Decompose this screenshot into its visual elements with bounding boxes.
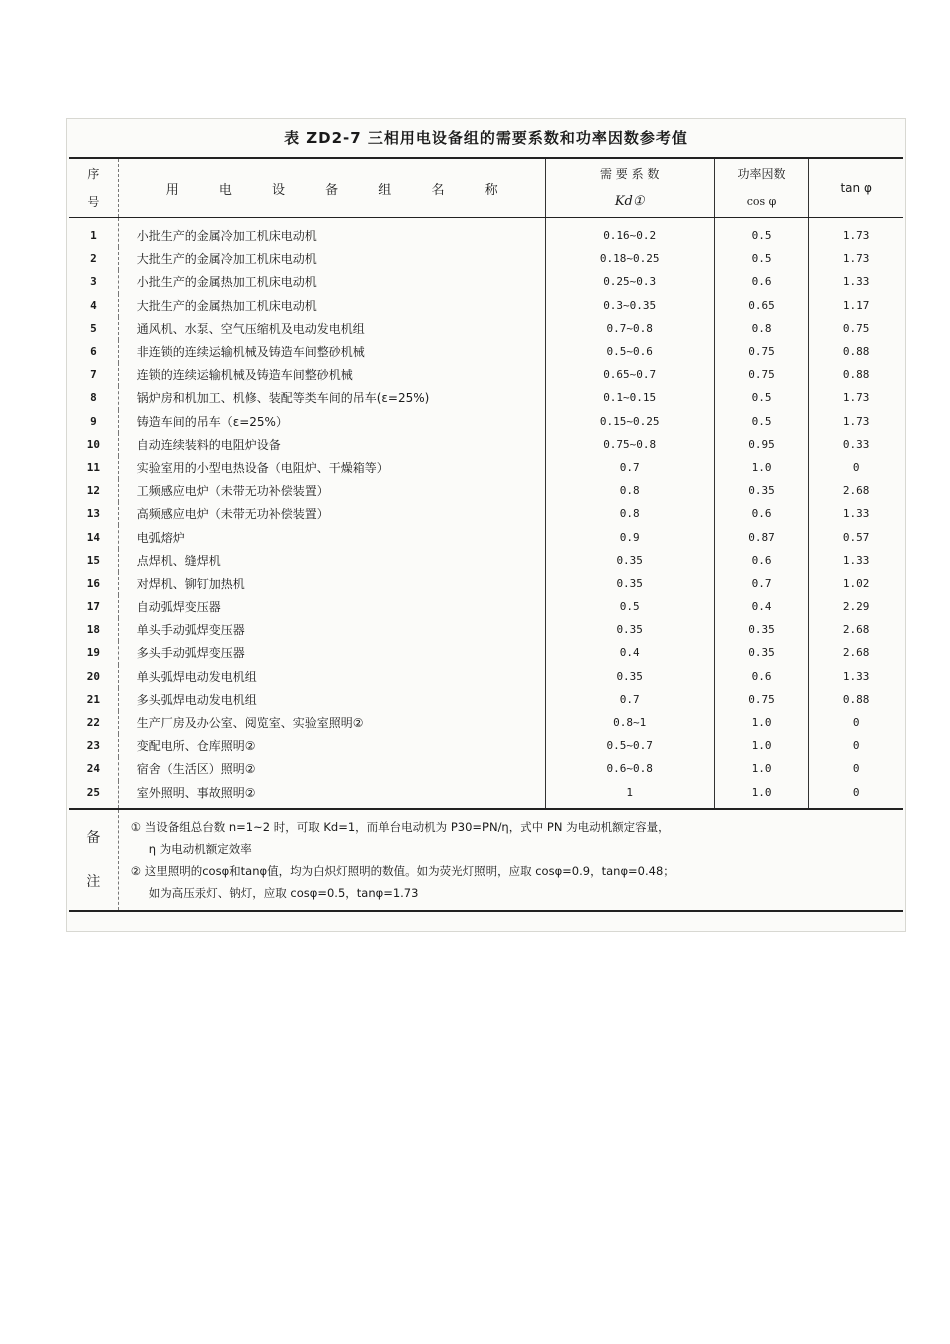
row-demand-factor: 0.7~0.8 bbox=[545, 317, 714, 340]
row-demand-factor: 0.35 bbox=[545, 665, 714, 688]
row-equipment-name: 点焊机、缝焊机 bbox=[118, 549, 545, 572]
header-no-top: 序 bbox=[87, 167, 100, 181]
table-body bbox=[69, 218, 903, 809]
table-row bbox=[69, 317, 903, 340]
table-row bbox=[69, 711, 903, 734]
row-equipment-name: 小批生产的金属热加工机床电动机 bbox=[118, 270, 545, 293]
row-power-factor: 0.65 bbox=[714, 294, 809, 317]
row-equipment-name: 电弧熔炉 bbox=[118, 525, 545, 548]
row-power-factor: 0.35 bbox=[714, 479, 809, 502]
row-tan-phi: 1.33 bbox=[809, 270, 903, 293]
row-equipment-name: 高频感应电炉（未带无功补偿装置） bbox=[118, 502, 545, 525]
table-row bbox=[69, 363, 903, 386]
row-power-factor: 0.35 bbox=[714, 618, 809, 641]
row-demand-factor: 0.4 bbox=[545, 641, 714, 664]
row-demand-factor: 1 bbox=[545, 781, 714, 809]
row-demand-factor: 0.16~0.2 bbox=[545, 218, 714, 248]
row-power-factor: 1.0 bbox=[714, 456, 809, 479]
row-number: 6 bbox=[90, 345, 97, 359]
row-tan-phi: 1.73 bbox=[809, 247, 903, 270]
notes-row bbox=[69, 809, 903, 911]
row-number: 4 bbox=[90, 298, 97, 312]
row-demand-factor: 0.65~0.7 bbox=[545, 363, 714, 386]
row-tan-phi: 1.73 bbox=[809, 410, 903, 433]
row-equipment-name: 锅炉房和机加工、机修、装配等类车间的吊车(ε=25%) bbox=[118, 386, 545, 409]
row-tan-phi: 1.33 bbox=[809, 549, 903, 572]
row-tan-phi: 0 bbox=[809, 456, 903, 479]
row-demand-factor: 0.35 bbox=[545, 572, 714, 595]
row-tan-phi: 1.73 bbox=[809, 386, 903, 409]
table-row bbox=[69, 595, 903, 618]
row-equipment-name: 通风机、水泵、空气压缩机及电动发电机组 bbox=[118, 317, 545, 340]
row-number: 8 bbox=[90, 391, 97, 405]
table-row bbox=[69, 456, 903, 479]
row-number: 23 bbox=[86, 739, 100, 753]
row-equipment-name: 单头手动弧焊变压器 bbox=[118, 618, 545, 641]
row-demand-factor: 0.1~0.15 bbox=[545, 386, 714, 409]
row-number: 5 bbox=[90, 321, 97, 335]
row-number: 24 bbox=[86, 762, 100, 776]
row-equipment-name: 铸造车间的吊车（ε=25%） bbox=[118, 410, 545, 433]
row-power-factor: 0.75 bbox=[714, 363, 809, 386]
header-kd-bottom: Kd① bbox=[614, 194, 645, 209]
row-demand-factor: 0.7 bbox=[545, 456, 714, 479]
row-equipment-name: 工频感应电炉（未带无功补偿装置） bbox=[118, 479, 545, 502]
row-equipment-name: 宿舍（生活区）照明② bbox=[118, 757, 545, 780]
header-kd bbox=[545, 158, 714, 218]
table-row bbox=[69, 479, 903, 502]
row-equipment-name: 自动弧焊变压器 bbox=[118, 595, 545, 618]
note-2-line-2: 如为高压汞灯、钠灯，应取 cosφ=0.5，tanφ=1.73 bbox=[148, 885, 419, 900]
row-equipment-name: 对焊机、铆钉加热机 bbox=[118, 572, 545, 595]
row-number: 14 bbox=[86, 530, 100, 544]
notes-text bbox=[118, 809, 903, 911]
table-row bbox=[69, 781, 903, 809]
header-tan: tan φ bbox=[809, 158, 903, 218]
row-demand-factor: 0.9 bbox=[545, 525, 714, 548]
row-number: 7 bbox=[90, 368, 97, 382]
row-power-factor: 0.7 bbox=[714, 572, 809, 595]
row-tan-phi: 0 bbox=[809, 757, 903, 780]
header-cos-top: 功率因数 bbox=[737, 167, 786, 181]
row-power-factor: 0.95 bbox=[714, 433, 809, 456]
row-number: 16 bbox=[86, 576, 100, 590]
row-demand-factor: 0.15~0.25 bbox=[545, 410, 714, 433]
row-number: 9 bbox=[90, 414, 97, 428]
row-tan-phi: 2.68 bbox=[809, 641, 903, 664]
row-number: 21 bbox=[86, 692, 100, 706]
row-demand-factor: 0.8 bbox=[545, 479, 714, 502]
row-power-factor: 0.75 bbox=[714, 340, 809, 363]
row-number: 13 bbox=[86, 507, 100, 521]
row-tan-phi: 1.33 bbox=[809, 502, 903, 525]
row-power-factor: 0.6 bbox=[714, 270, 809, 293]
row-power-factor: 0.5 bbox=[714, 410, 809, 433]
row-demand-factor: 0.6~0.8 bbox=[545, 757, 714, 780]
row-demand-factor: 0.25~0.3 bbox=[545, 270, 714, 293]
table-row bbox=[69, 433, 903, 456]
row-number: 22 bbox=[86, 716, 100, 730]
row-power-factor: 0.75 bbox=[714, 688, 809, 711]
row-tan-phi: 0 bbox=[809, 734, 903, 757]
coefficient-table bbox=[69, 157, 903, 912]
scanned-document bbox=[66, 118, 906, 932]
row-equipment-name: 连锁的连续运输机械及铸造车间整砂机械 bbox=[118, 363, 545, 386]
row-tan-phi: 1.73 bbox=[809, 218, 903, 248]
row-number: 2 bbox=[90, 252, 97, 266]
note-1-line-1: ① 当设备组总台数 n=1~2 时，可取 Kd=1，而单台电动机为 P30=PN/η，式中 PN 为电动机额定容量， bbox=[130, 819, 670, 834]
note-1-line-2: η 为电动机额定效率 bbox=[148, 841, 252, 856]
row-demand-factor: 0.5 bbox=[545, 595, 714, 618]
note-2-line-1: ② 这里照明的cosφ和tanφ值，均为白炽灯照明的数值。如为荧光灯照明，应取 cosφ=0.9，tanφ=0.48； bbox=[130, 863, 675, 878]
header-cos bbox=[714, 158, 809, 218]
row-equipment-name: 多头手动弧焊变压器 bbox=[118, 641, 545, 664]
row-equipment-name: 生产厂房及办公室、阅览室、实验室照明② bbox=[118, 711, 545, 734]
row-demand-factor: 0.8 bbox=[545, 502, 714, 525]
row-number: 19 bbox=[86, 646, 100, 660]
row-tan-phi: 0.88 bbox=[809, 688, 903, 711]
table-row bbox=[69, 294, 903, 317]
row-equipment-name: 自动连续装料的电阻炉设备 bbox=[118, 433, 545, 456]
row-number: 18 bbox=[86, 623, 100, 637]
table-row bbox=[69, 618, 903, 641]
row-tan-phi: 0.88 bbox=[809, 363, 903, 386]
row-tan-phi: 0.88 bbox=[809, 340, 903, 363]
row-number: 15 bbox=[86, 553, 100, 567]
table-row bbox=[69, 502, 903, 525]
row-tan-phi: 0.75 bbox=[809, 317, 903, 340]
row-demand-factor: 0.35 bbox=[545, 549, 714, 572]
row-demand-factor: 0.7 bbox=[545, 688, 714, 711]
row-power-factor: 0.4 bbox=[714, 595, 809, 618]
notes-label: 备 注 bbox=[69, 809, 118, 911]
row-tan-phi: 2.29 bbox=[809, 595, 903, 618]
row-tan-phi: 2.68 bbox=[809, 618, 903, 641]
row-power-factor: 1.0 bbox=[714, 757, 809, 780]
row-number: 11 bbox=[86, 460, 100, 474]
table-row bbox=[69, 270, 903, 293]
row-number: 3 bbox=[90, 275, 97, 289]
row-power-factor: 0.6 bbox=[714, 549, 809, 572]
header-no bbox=[69, 158, 118, 218]
row-equipment-name: 大批生产的金属热加工机床电动机 bbox=[118, 294, 545, 317]
header-name: 用 电 设 备 组 名 称 bbox=[118, 158, 545, 218]
row-power-factor: 0.35 bbox=[714, 641, 809, 664]
table-row bbox=[69, 734, 903, 757]
row-number: 17 bbox=[86, 600, 100, 614]
table-row bbox=[69, 410, 903, 433]
table-row bbox=[69, 525, 903, 548]
row-demand-factor: 0.18~0.25 bbox=[545, 247, 714, 270]
row-power-factor: 1.0 bbox=[714, 711, 809, 734]
row-power-factor: 0.5 bbox=[714, 247, 809, 270]
table-title: 表 ZD2-7 三相用电设备组的需要系数和功率因数参考值 bbox=[284, 129, 688, 147]
table-row bbox=[69, 757, 903, 780]
row-demand-factor: 0.5~0.6 bbox=[545, 340, 714, 363]
row-number: 1 bbox=[90, 229, 97, 243]
row-equipment-name: 大批生产的金属冷加工机床电动机 bbox=[118, 247, 545, 270]
row-number: 12 bbox=[86, 484, 100, 498]
row-power-factor: 0.6 bbox=[714, 665, 809, 688]
row-number: 25 bbox=[69, 781, 118, 809]
row-equipment-name: 小批生产的金属冷加工机床电动机 bbox=[118, 218, 545, 248]
row-number: 10 bbox=[86, 437, 100, 451]
row-tan-phi: 0 bbox=[809, 711, 903, 734]
table-row bbox=[69, 665, 903, 688]
row-power-factor: 0.8 bbox=[714, 317, 809, 340]
row-tan-phi: 1.17 bbox=[809, 294, 903, 317]
table-header-row bbox=[69, 158, 903, 218]
row-demand-factor: 0.75~0.8 bbox=[545, 433, 714, 456]
row-number: 20 bbox=[86, 669, 100, 683]
row-tan-phi: 1.33 bbox=[809, 665, 903, 688]
row-tan-phi: 0 bbox=[809, 781, 903, 809]
row-power-factor: 1.0 bbox=[714, 781, 809, 809]
table-row bbox=[69, 247, 903, 270]
row-power-factor: 0.5 bbox=[714, 386, 809, 409]
row-tan-phi: 1.02 bbox=[809, 572, 903, 595]
row-equipment-name: 非连锁的连续运输机械及铸造车间整砂机械 bbox=[118, 340, 545, 363]
row-power-factor: 0.6 bbox=[714, 502, 809, 525]
row-demand-factor: 0.8~1 bbox=[545, 711, 714, 734]
table-row bbox=[69, 218, 903, 248]
header-no-bottom: 号 bbox=[87, 195, 100, 209]
row-tan-phi: 0.57 bbox=[809, 525, 903, 548]
row-demand-factor: 0.5~0.7 bbox=[545, 734, 714, 757]
row-demand-factor: 0.3~0.35 bbox=[545, 294, 714, 317]
row-equipment-name: 单头弧焊电动发电机组 bbox=[118, 665, 545, 688]
row-power-factor: 0.5 bbox=[714, 218, 809, 248]
row-demand-factor: 0.35 bbox=[545, 618, 714, 641]
table-row bbox=[69, 386, 903, 409]
table-row bbox=[69, 641, 903, 664]
table-row bbox=[69, 688, 903, 711]
header-kd-top: 需 要 系 数 bbox=[599, 167, 660, 181]
table-row bbox=[69, 340, 903, 363]
table-row bbox=[69, 549, 903, 572]
row-equipment-name: 室外照明、事故照明② bbox=[118, 781, 545, 809]
header-cos-bottom: cos φ bbox=[746, 195, 777, 208]
row-tan-phi: 2.68 bbox=[809, 479, 903, 502]
row-power-factor: 1.0 bbox=[714, 734, 809, 757]
row-power-factor: 0.87 bbox=[714, 525, 809, 548]
row-equipment-name: 多头弧焊电动发电机组 bbox=[118, 688, 545, 711]
table-row bbox=[69, 572, 903, 595]
row-tan-phi: 0.33 bbox=[809, 433, 903, 456]
row-equipment-name: 实验室用的小型电热设备（电阻炉、干燥箱等） bbox=[118, 456, 545, 479]
row-equipment-name: 变配电所、仓库照明② bbox=[118, 734, 545, 757]
